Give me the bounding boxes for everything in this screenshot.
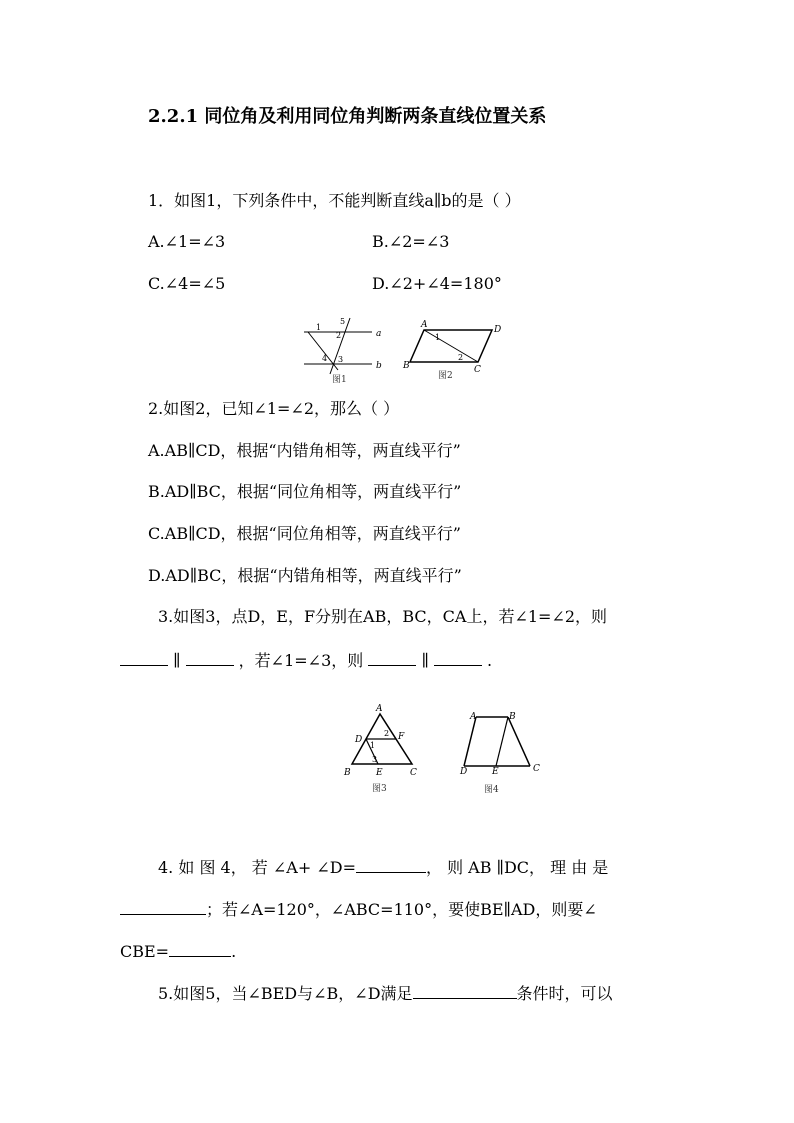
q4-line-1 [158, 856, 608, 878]
transversal-1 [330, 318, 350, 374]
figure-3 [340, 700, 426, 796]
page-title: 2.2.1 同位角及利用同位角判断两条直线位置关系 [148, 106, 547, 127]
segment-ad [464, 717, 476, 766]
fig4-label-E: E [492, 767, 499, 777]
fig2-label-A: A [421, 320, 428, 330]
fig1-angle-3: 3 [338, 355, 344, 364]
fig1-angle-2: 2 [336, 331, 342, 340]
fig1-caption: 图1 [332, 375, 347, 385]
q1-stem: 1．如图1，下列条件中，不能判断直线a∥b的是（ ） [148, 191, 521, 210]
fig3-label-F: F [398, 732, 405, 742]
q4-line-3 [120, 940, 236, 962]
answer-blank[interactable] [356, 856, 426, 873]
figure-1 [300, 312, 390, 386]
answer-blank[interactable] [368, 649, 416, 666]
fig1-label-b: b [376, 361, 382, 371]
segment-be [496, 717, 508, 766]
q1-option-b: B.∠2=∠3 [372, 232, 450, 251]
q2-option-b: B.AD∥BC，根据“同位角相等，两直线平行” [148, 482, 462, 501]
q3-line-1: 3.如图3，点D，E，F分别在AB，BC，CA上，若∠1=∠2，则 [158, 607, 608, 626]
q5-text-1a: 5.如图5，当∠BED与∠B，∠D满足 [158, 984, 413, 1003]
q4-text-3a: CBE= [120, 942, 170, 961]
fig4-label-A: A [470, 712, 477, 722]
q2-stem: 2.如图2，已知∠1=∠2，那么（ ） [148, 399, 400, 418]
answer-blank[interactable] [186, 649, 234, 666]
q4-text-1b: ， 则 AB ∥DC， 理 由 是 [425, 858, 609, 877]
answer-blank[interactable] [434, 649, 482, 666]
fig4-label-B: B [509, 712, 516, 722]
q4-text-2a: ；若∠A=120°，∠ABC=110°，要使BE∥AD，则要∠ [206, 900, 597, 919]
q2-option-d: D.AD∥BC，根据“内错角相等，两直线平行” [148, 566, 462, 585]
q3-end: . [487, 651, 493, 670]
q4-text-3b: . [231, 942, 237, 961]
fig4-caption: 图4 [484, 785, 499, 795]
fig1-angle-5: 5 [340, 317, 346, 326]
fig3-angle-3: 3 [372, 755, 378, 764]
fig4-label-C: C [533, 764, 540, 774]
fig3-label-E: E [376, 768, 383, 778]
q4-text-1a: 4. 如 图 4， 若 ∠A+ ∠D= [158, 858, 356, 877]
q5-text-1b: 条件时，可以 [516, 984, 613, 1003]
fig2-label-C: C [474, 365, 481, 375]
q1-option-d: D.∠2+∠4=180° [372, 274, 502, 293]
fig3-label-B: B [344, 768, 351, 778]
fig3-angle-2: 2 [384, 729, 390, 738]
fig3-label-D: D [355, 735, 363, 745]
figure-2 [402, 318, 506, 382]
q2-option-c: C.AB∥CD，根据“同位角相等，两直线平行” [148, 524, 461, 543]
q3-parallel-2: ∥ [421, 651, 429, 670]
fig2-caption: 图2 [438, 371, 453, 381]
answer-blank[interactable] [120, 898, 206, 915]
fig4-label-D: D [460, 767, 468, 777]
q3-line-2 [120, 649, 492, 671]
fig3-label-C: C [410, 768, 417, 778]
q3-mid-text: ，若∠1=∠3，则 [238, 651, 364, 670]
fig3-caption: 图3 [372, 784, 387, 794]
diagonal-ac [424, 330, 478, 362]
answer-blank[interactable] [120, 649, 168, 666]
fig2-label-D: D [494, 325, 502, 335]
fig1-angle-4: 4 [322, 354, 328, 363]
answer-blank[interactable] [169, 940, 231, 957]
fig2-angle-1: 1 [435, 333, 441, 342]
q1-option-a: A.∠1=∠3 [148, 232, 226, 251]
figure-4 [458, 706, 544, 796]
q3-parallel-1: ∥ [173, 651, 181, 670]
fig3-label-A: A [376, 704, 383, 714]
q4-line-2 [120, 898, 597, 920]
fig3-angle-1: 1 [370, 741, 376, 750]
segment-bc [508, 717, 530, 766]
answer-blank[interactable] [413, 982, 517, 999]
fig1-angle-1: 1 [316, 323, 322, 332]
q1-option-c: C.∠4=∠5 [148, 274, 226, 293]
q2-option-a: A.AB∥CD，根据“内错角相等，两直线平行” [148, 441, 461, 460]
fig2-label-B: B [403, 361, 410, 371]
q5-line-1 [158, 982, 613, 1004]
fig2-angle-2: 2 [458, 353, 464, 362]
fig1-label-a: a [376, 329, 382, 339]
